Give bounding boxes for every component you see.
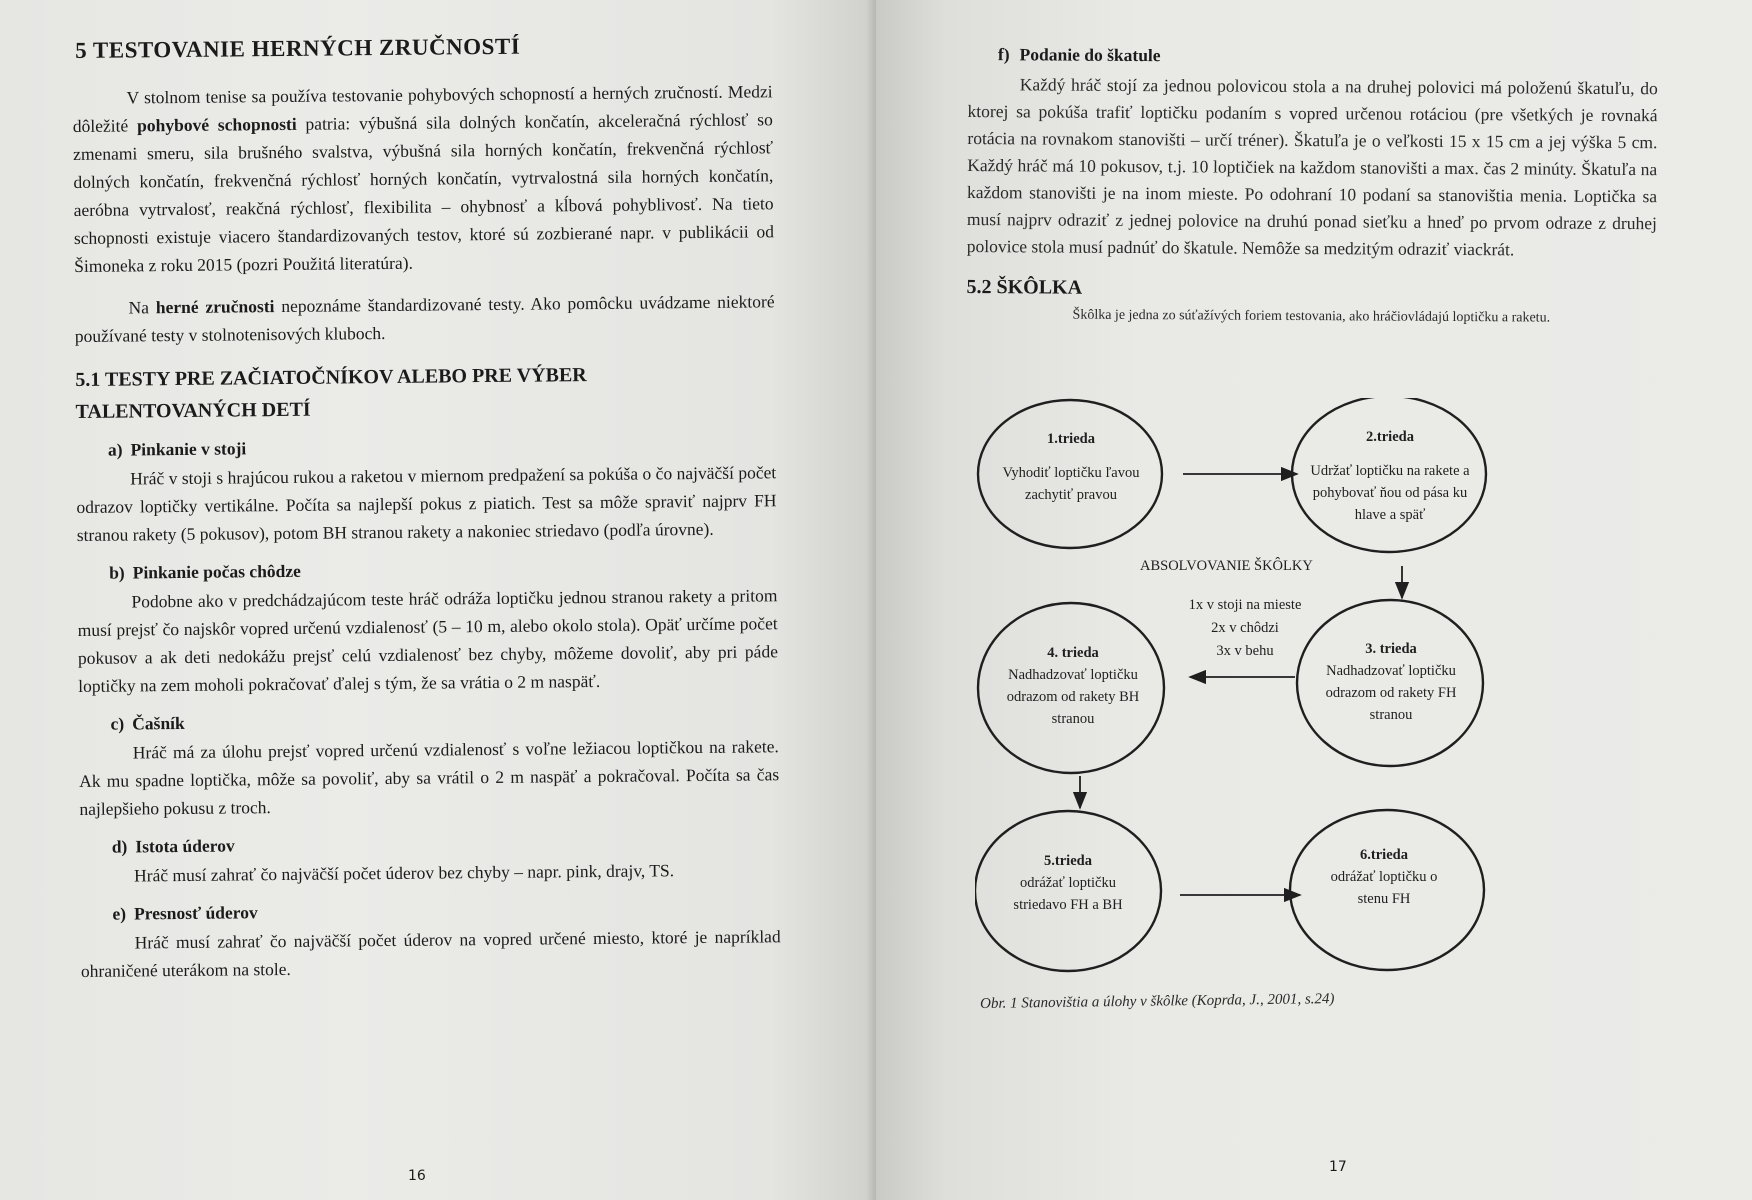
chapter-title: 5 TESTOVANIE HERNÝCH ZRUČNOSTÍ <box>74 33 521 63</box>
station-1-text: Vyhodiť loptičku ľavou zachytiť pravou <box>1002 465 1140 503</box>
test-b-title: Pinkanie počas chôdze <box>132 560 302 583</box>
station-3-title: 3. trieda <box>1365 641 1417 657</box>
section-title-line-1: 5.1 TESTY PRE ZAČIATOČNÍKOV ALEBO PRE VÝBER <box>75 364 587 391</box>
skills-text-start: Na <box>128 297 156 318</box>
test-e-text: Hráč musí zahrať čo najväčší počet úderov na vopred určené miesto, ktoré je napríklad ohraničené uterákom na stole. <box>80 926 781 981</box>
test-d-heading <box>112 830 780 857</box>
skills-text-end: nepoznáme štandardizované testy. Ako pomôcku uvádzame niektoré používané testy v stolnotenisových kluboch. <box>74 291 775 346</box>
section-title-5-2: 5.2 ŠKÔLKA <box>966 275 1083 299</box>
station-4-text: Nadhadzovať loptičku odrazom od rakety BH stranou <box>1006 667 1140 727</box>
test-e-label: e) <box>112 903 127 924</box>
station-4-title: 4. trieda <box>1047 645 1099 661</box>
figure-caption: Obr. 1 Stanovištia a úlohy v škôlke (Koprda, J., 2001, s.24) <box>980 991 1335 1012</box>
right-page-content <box>966 44 1658 327</box>
page-number-left: 16 <box>408 1168 426 1184</box>
station-5 <box>995 850 1141 916</box>
test-f-text: Každý hráč stojí za jednou polovicou stola a na druhej polovici má položenú škatuľu, do ktorej sa pokúša trafiť loptičku podaním s vopred určenou rotáciou (pre všetkých je rovnaká rotácia na rovnakom stanovišti – určí tréner). Škatuľa je o veľkosti 15 x 15 cm a jej výška 5 cm. Každý hráč má 10 pokusov, t.j. 10 loptičiek na každom stanovišti a max. čas 2 minúty. Škatuľa na každom stanovišti je na inom mieste. Po odohraní 10 podaní sa stanovištia menia. Loptička sa musí najprv odraziť z jednej polovice na druhú ponad sieťku a hneď po prvom odraze z druhej polovice stola musí padnúť do škatule. Nemôže sa medzitým odraziť viackrát. <box>966 74 1658 260</box>
test-a-heading <box>108 433 776 460</box>
intro-text-end: patria: výbušná sila dolných končatín, akceleračná rýchlosť so zmenami smeru, sila brušného svalstva, výbušná sila horných končatín, frekvenčná rýchlosť dolných končatín, frekvenčná rýchlosť horných končatín, vytrvalostná sila horných končatín, aeróbna vytrvalosť, reakčná rýchlosť, flexibilita – ohybnosť a kĺbová pohyblivosť. Na tieto schopnosti existuje viacero štandardizovaných testov, ktoré sú zozbierané napr. v publikácii od Šimoneka z roku 2015 (pozri Použitá literatúra). <box>73 109 774 276</box>
station-2 <box>1303 426 1477 526</box>
mode-walking: 2x v chôdzi <box>1211 620 1279 636</box>
skolka-diagram <box>975 398 1520 973</box>
station-2-text: Udržať loptičku na rakete a pohybovať ňou od pása ku hlave a späť <box>1310 463 1470 523</box>
test-b-label: b) <box>109 562 125 583</box>
station-6 <box>1319 844 1449 910</box>
test-d-title: Istota úderov <box>135 835 235 857</box>
intro-text-start: V stolnom tenise sa používa testovanie pohybových schopností a herných zručností. Medzi dôležité <box>72 81 773 136</box>
station-6-title: 6.trieda <box>1360 847 1408 863</box>
test-a-text: Hráč v stoji s hrajúcou rukou a raketou v miernom predpažení sa pokúša o čo najväčší počet odrazov loptičky vertikálne. Počíta sa najlepší pokus z piatich. Test sa môže spraviť najprv FH stranou rakety (5 pokusov), potom BH stranou rakety a nakoniec striedavo (podľa úrovne). <box>76 462 777 545</box>
test-e-heading <box>112 897 780 924</box>
test-a-label: a) <box>107 439 123 460</box>
test-d-text: Hráč musí zahrať čo najväčší počet úderov bez chyby – napr. pink, drajv, TS. <box>133 860 675 886</box>
section-title-5-1 <box>75 357 776 428</box>
test-f-label: f) <box>997 44 1010 65</box>
test-f-title: Podanie do škatule <box>1019 44 1161 66</box>
section-title-line-2: TALENTOVANÝCH DETÍ <box>75 398 311 423</box>
station-5-title: 5.trieda <box>1044 853 1092 869</box>
station-4 <box>997 642 1149 730</box>
test-c-text: Hráč má za úlohu prejsť vopred určenú vzdialenosť s voľne ležiacou loptičkou na rakete. Ak mu spadne loptička, môže sa povoliť, aby sa vrátil o 2 m naspäť a pokračoval. Počíta sa čas najlepšieho pokusu z troch. <box>79 736 780 819</box>
mode-running: 3x v behu <box>1216 643 1274 659</box>
station-6-text: odrážať loptičku o stenu FH <box>1330 869 1438 907</box>
intro-paragraph <box>72 77 774 280</box>
station-1-title: 1.trieda <box>1047 431 1095 447</box>
station-1 <box>991 428 1151 506</box>
test-e-title: Presnosť úderov <box>133 902 258 924</box>
test-f-heading <box>998 44 1658 69</box>
diagram-center-label: ABSOLVOVANIE ŠKÔLKY <box>1140 558 1313 574</box>
test-a-title: Pinkanie v stoji <box>130 438 247 460</box>
test-c-label: c) <box>110 713 125 734</box>
test-d-label: d) <box>111 836 128 857</box>
station-5-text: odrážať loptičku striedavo FH a BH <box>1013 875 1123 913</box>
station-3-text: Nadhadzovať loptičku odrazom od rakety FH stranou <box>1325 663 1457 723</box>
test-b-text: Podobne ako v predchádzajúcom teste hráč odráža loptičku jednou stranou rakety a pritom musí prejsť čo najskôr vopred určenú vzdialenosť (5 – 10 m, alebo okolo stola). Opäť určíme počet pokusov a ak deti nedokážu prejsť celú vzdialenosť bez chyby, môžeme dovoliť, aby pri páde loptičky na zem moholi pokračovať ďalej s tým, že sa vrátia o 2 m naspäť. <box>77 585 779 696</box>
mode-standing: 1x v stoji na mieste <box>1188 597 1302 613</box>
test-b-heading <box>109 556 777 583</box>
skills-text-bold: herné zručnosti <box>155 296 275 318</box>
test-c-heading <box>110 707 778 734</box>
test-c-title: Čašník <box>132 712 185 734</box>
station-2-title: 2.trieda <box>1366 429 1414 445</box>
intro-text-bold: pohybové schopnosti <box>136 113 297 136</box>
page-number-right: 17 <box>1329 1159 1347 1175</box>
left-page-content <box>72 31 781 999</box>
diagram-modes <box>1170 594 1320 663</box>
skills-paragraph <box>74 287 775 350</box>
station-3 <box>1315 638 1467 726</box>
skolka-intro: Škôlka je jedna zo súťažívých foriem testovania, ako hráčiovládajú loptičku a raketu. <box>1072 307 1551 326</box>
